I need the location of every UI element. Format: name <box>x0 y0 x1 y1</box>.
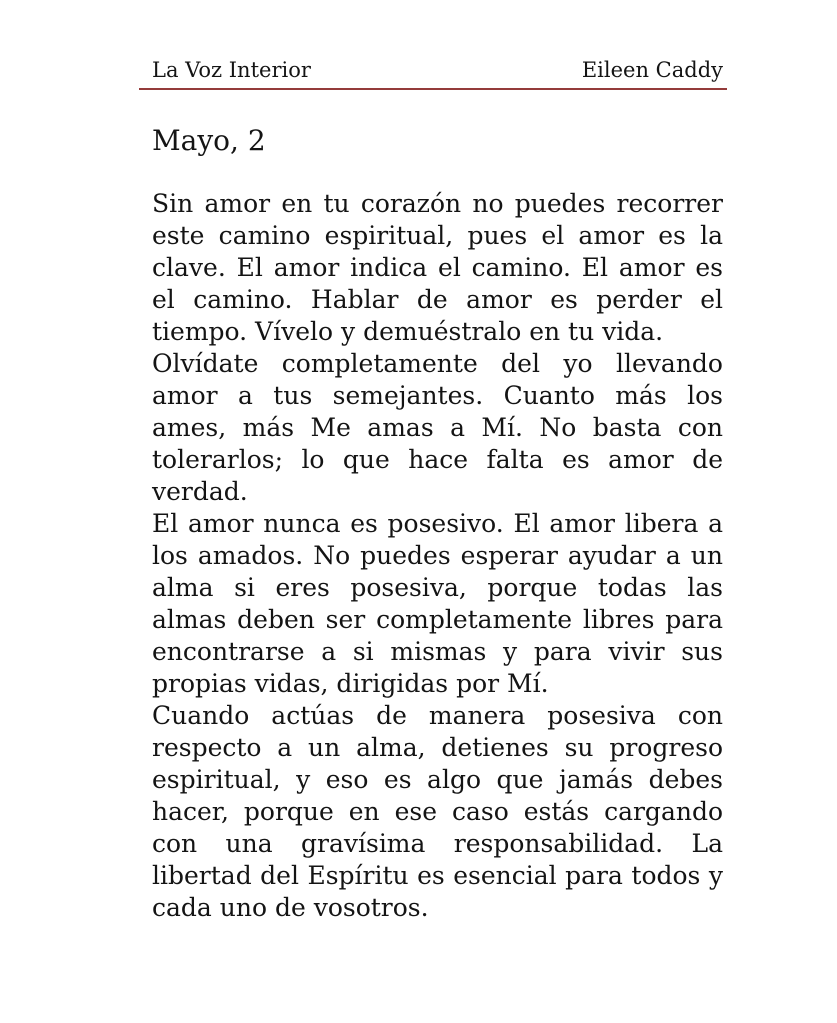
paragraph: Sin amor en tu corazón no puedes recorrer este camino espiritual, pues el amor es la clave. El amor indica el camino. El amor es el camino. Hablar de amor es perder el tiempo. Vívelo y demuéstralo en tu vida. <box>152 189 723 346</box>
header-rule <box>139 88 727 90</box>
paragraph: El amor nunca es posesivo. El amor libera a los amados. No puedes esperar ayudar a un alma si eres posesiva, porque todas las almas deben ser completamente libres para encontrarse a si mismas y para vivir sus propias vidas, dirigidas por Mí. <box>152 509 723 698</box>
date-heading: Mayo, 2 <box>152 124 266 157</box>
body-text <box>152 188 723 924</box>
paragraph: Cuando actúas de manera posesiva con respecto a un alma, detienes su progreso espiritual, y eso es algo que jamás debes hacer, porque en ese caso estás cargando con una gravísima responsabilidad. La libertad del Espíritu es esencial para todos y cada uno de vosotros. <box>152 701 723 922</box>
paragraph: Olvídate completamente del yo llevando amor a tus semejantes. Cuanto más los ames, más Me amas a Mí. No basta con tolerarlos; lo que hace falta es amor de verdad. <box>152 349 723 506</box>
book-title: La Voz Interior <box>152 58 311 82</box>
page-content <box>152 0 723 924</box>
author-name: Eileen Caddy <box>581 58 723 82</box>
running-header <box>152 0 723 83</box>
